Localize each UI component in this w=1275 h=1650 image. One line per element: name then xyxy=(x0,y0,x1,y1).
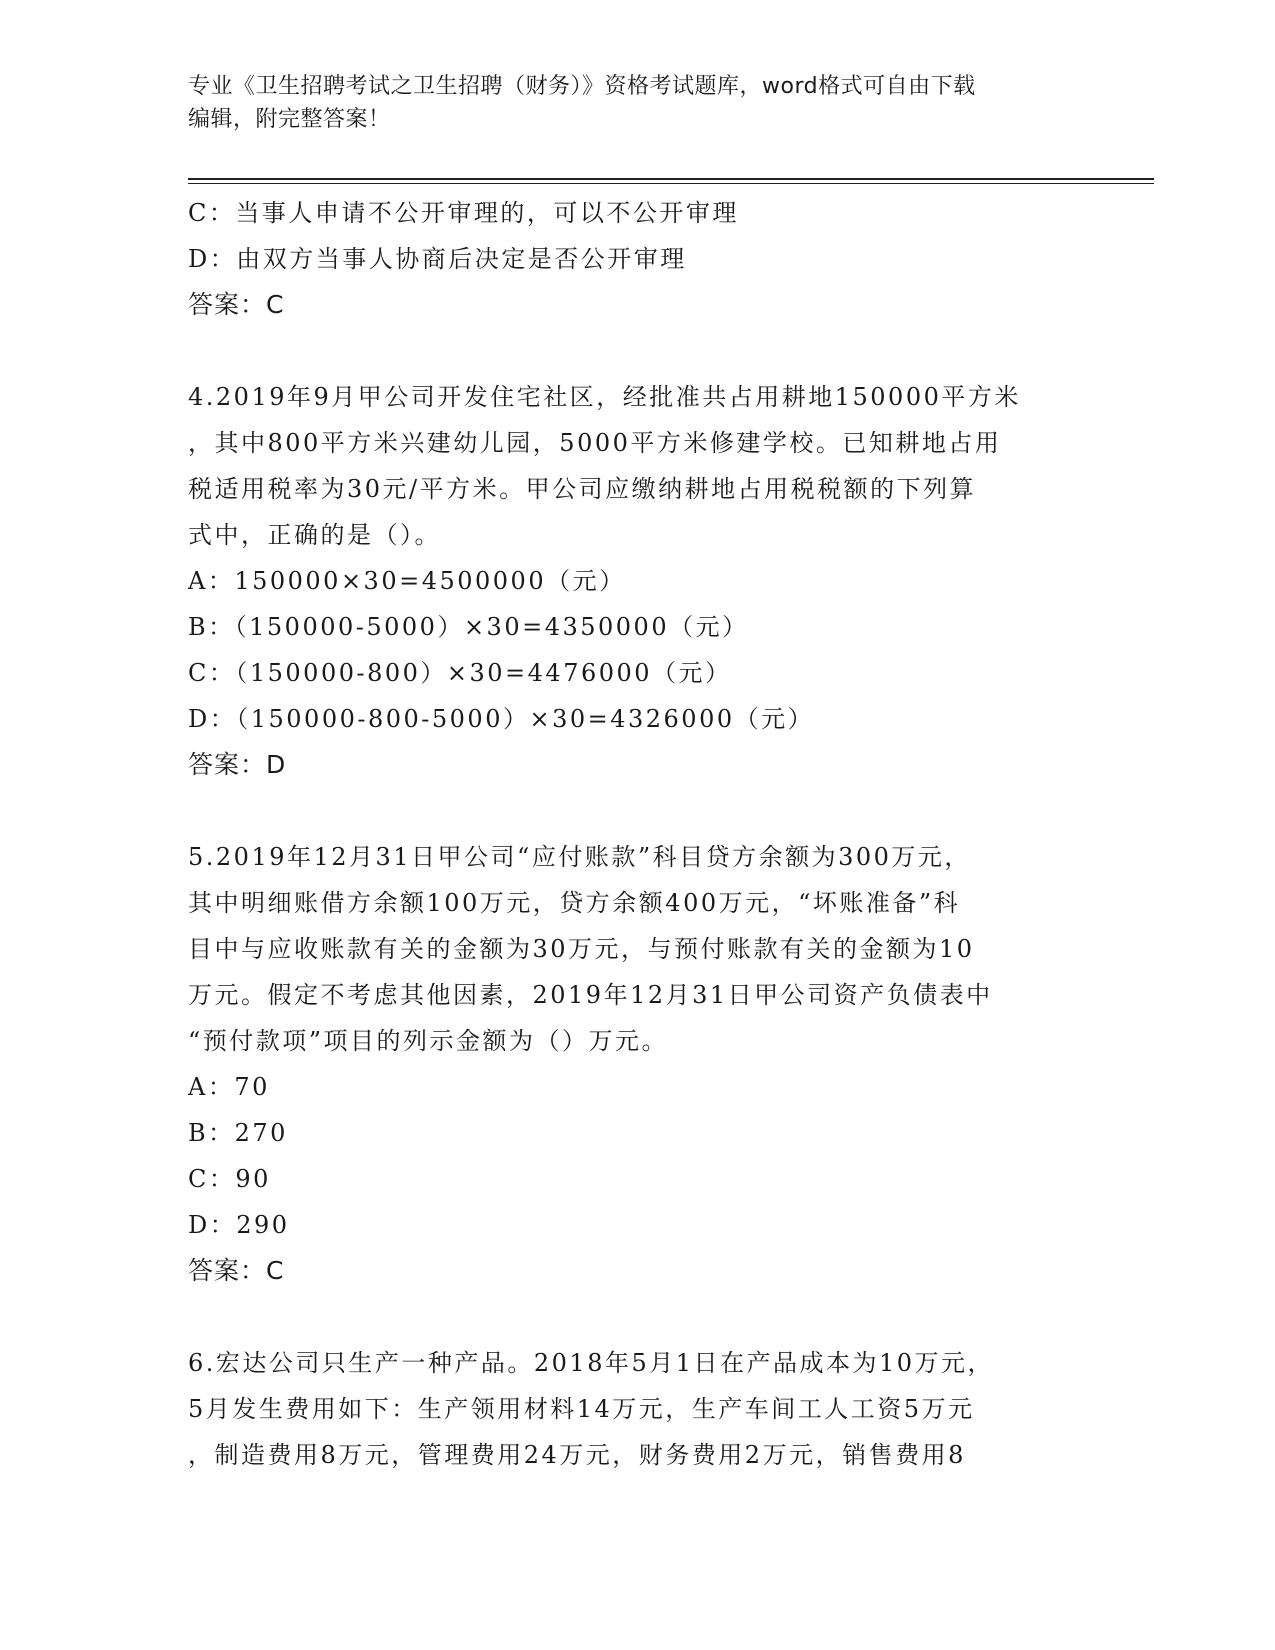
option-b: B：（150000-5000）×30=4350000（元） xyxy=(188,613,749,641)
question-5 xyxy=(188,834,1088,1294)
header-divider-thick xyxy=(188,178,1154,180)
spacer xyxy=(188,328,1088,374)
question-text-line: 其中明细账借方余额100万元，贷方余额400万元，“坏账准备”科 xyxy=(188,889,961,917)
option-c: C：当事人申请不公开审理的，可以不公开审理 xyxy=(188,199,739,227)
answer-line: 答案：D xyxy=(188,750,287,779)
spacer xyxy=(188,788,1088,834)
question-text-line: 式中，正确的是（）。 xyxy=(188,521,441,549)
question-text-line: 目中与应收账款有关的金额为30万元，与预付账款有关的金额为10 xyxy=(188,935,975,963)
question-text-line: 万元。假定不考虑其他因素，2019年12月31日甲公司资产负债表中 xyxy=(188,981,993,1009)
option-d: D：由双方当事人协商后决定是否公开审理 xyxy=(188,245,687,273)
spacer xyxy=(188,1294,1088,1340)
answer-line: 答案：C xyxy=(188,1256,285,1285)
question-text-line: 6.宏达公司只生产一种产品。2018年5月1日在产品成本为10万元， xyxy=(188,1349,995,1377)
document-body xyxy=(188,190,1088,1478)
option-d: D：（150000-800-5000）×30=4326000（元） xyxy=(188,705,815,733)
question-text-line: 税适用税率为30元/平方米。甲公司应缴纳耕地占用税税额的下列算 xyxy=(188,475,977,503)
answer-line: 答案：C xyxy=(188,290,285,319)
header-line-1: 专业《卫生招聘考试之卫生招聘（财务）》资格考试题库，word格式可自由下载 xyxy=(188,74,976,99)
question-text-line: 5月发生费用如下：生产领用材料14万元，生产车间工人工资5万元 xyxy=(188,1395,975,1423)
option-a: A：70 xyxy=(188,1073,270,1101)
document-header xyxy=(188,70,1088,136)
question-4 xyxy=(188,374,1088,788)
question-6 xyxy=(188,1340,1088,1478)
question-text-line: “预付款项”项目的列示金额为（）万元。 xyxy=(188,1027,669,1055)
option-a: A：150000×30=4500000（元） xyxy=(188,567,626,595)
question-text-line: ，制造费用8万元，管理费用24万元，财务费用2万元，销售费用8 xyxy=(188,1441,966,1469)
question-text-line: ，其中800平方米兴建幼儿园，5000平方米修建学校。已知耕地占用 xyxy=(188,429,1002,457)
option-d: D：290 xyxy=(188,1211,290,1239)
header-divider-thin xyxy=(188,183,1154,184)
question-text-line: 5.2019年12月31日甲公司“应付账款”科目贷方余额为300万元， xyxy=(188,843,971,871)
question-text-line: 4.2019年9月甲公司开发住宅社区，经批准共占用耕地150000平方米 xyxy=(188,383,1021,411)
option-c: C：90 xyxy=(188,1165,271,1193)
option-b: B：270 xyxy=(188,1119,288,1147)
option-c: C：（150000-800）×30=4476000（元） xyxy=(188,659,732,687)
question-3-tail xyxy=(188,190,1088,328)
header-line-2: 编辑，附完整答案！ xyxy=(188,107,391,132)
